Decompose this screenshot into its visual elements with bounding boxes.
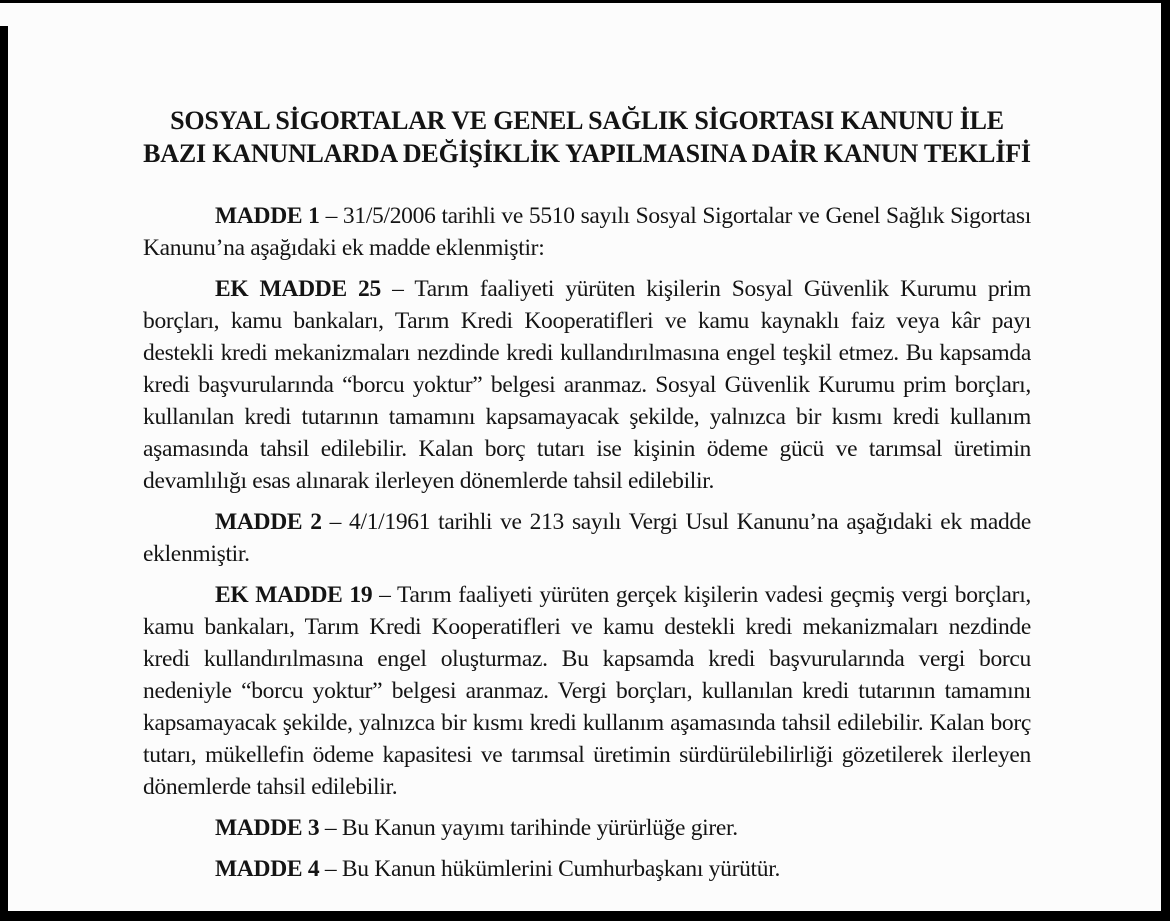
paragraph-madde-3 [143, 812, 1031, 844]
paragraph-madde-4 [143, 853, 1031, 885]
paragraph-ek-madde-19 [143, 579, 1031, 803]
document-title-line2: BAZI KANUNLARDA DEĞİŞİKLİK YAPILMASINA DAİR KANUN TEKLİFİ [143, 139, 1031, 168]
madde-3-label: MADDE 3 [215, 815, 320, 841]
document-body [143, 104, 1031, 894]
madde-2-text: – 4/1/1961 tarihli ve 213 sayılı Vergi Usul Kanunu’na aşağıdaki ek madde eklenmiştir. [143, 509, 1031, 567]
scan-edge-right [1161, 0, 1170, 921]
paragraph-ek-madde-25 [143, 273, 1031, 497]
madde-1-text: – 31/5/2006 tarihli ve 5510 sayılı Sosyal Sigortalar ve Genel Sağlık Sigortası Kanunu’na aşağıdaki ek madde eklenmiştir: [143, 203, 1032, 261]
madde-3-text: – Bu Kanun yayımı tarihinde yürürlüğe girer. [324, 815, 738, 841]
ek-madde-19-text: – Tarım faaliyeti yürüten gerçek kişilerin vadesi geçmiş vergi borçları, kamu bankaları, Tarım Kredi Kooperatifleri ve kamu destekli kredi mekanizmaları nezdinde kredi kullandırılmasına engel oluşturmaz. Bu kapsamda kredi başvurularında vergi borcu nedeniyle “borcu yoktur” belgesi aranmaz. Vergi borçları, kullanılan kredi tutarının tamamını kapsamayacak şekilde, yalnızca bir kısmı kredi kullanım aşamasında tahsil edilebilir. Kalan borç tutarı, mükellefin ödeme kapasitesi ve tarımsal üretimin sürdürülebilirliği gözetilerek ilerleyen dönemlerde tahsil edilebilir. [143, 582, 1031, 800]
paragraph-madde-2 [143, 506, 1031, 570]
madde-4-label: MADDE 4 [215, 856, 320, 882]
madde-4-text: – Bu Kanun hükümlerini Cumhurbaşkanı yürütür. [324, 856, 781, 882]
document-title-line1: SOSYAL SİGORTALAR VE GENEL SAĞLIK SİGORTASI KANUNU İLE [170, 106, 1004, 135]
madde-1-label: MADDE 1 [215, 203, 320, 229]
ek-madde-25-label: EK MADDE 25 [215, 276, 381, 302]
paragraph-madde-1 [143, 200, 1031, 264]
ek-madde-25-text: – Tarım faaliyeti yürüten kişilerin Sosyal Güvenlik Kurumu prim borçları, kamu bankaları, Tarım Kredi Kooperatifleri ve kamu kaynaklı faiz veya kâr payı destekli kredi mekanizmaları nezdinde kredi kullandırılmasına engel teşkil etmez. Bu kapsamda kredi başvurularında “borcu yoktur” belgesi aranmaz. Sosyal Güvenlik Kurumu prim borçları, kullanılan kredi tutarının tamamını kapsamayacak şekilde, yalnızca bir kısmı kredi kullanım aşamasında tahsil edilebilir. Kalan borç tutarı ise kişinin ödeme gücü ve tarımsal üretimin devamlılığı esas alınarak ilerleyen dönemlerde tahsil edilebilir. [143, 276, 1031, 494]
ek-madde-19-label: EK MADDE 19 [215, 582, 373, 608]
madde-2-label: MADDE 2 [215, 509, 322, 535]
document-title [143, 104, 1031, 170]
scan-edge-top [0, 0, 1170, 3]
scan-edge-bottom [0, 911, 1170, 921]
scan-edge-left [0, 26, 8, 921]
